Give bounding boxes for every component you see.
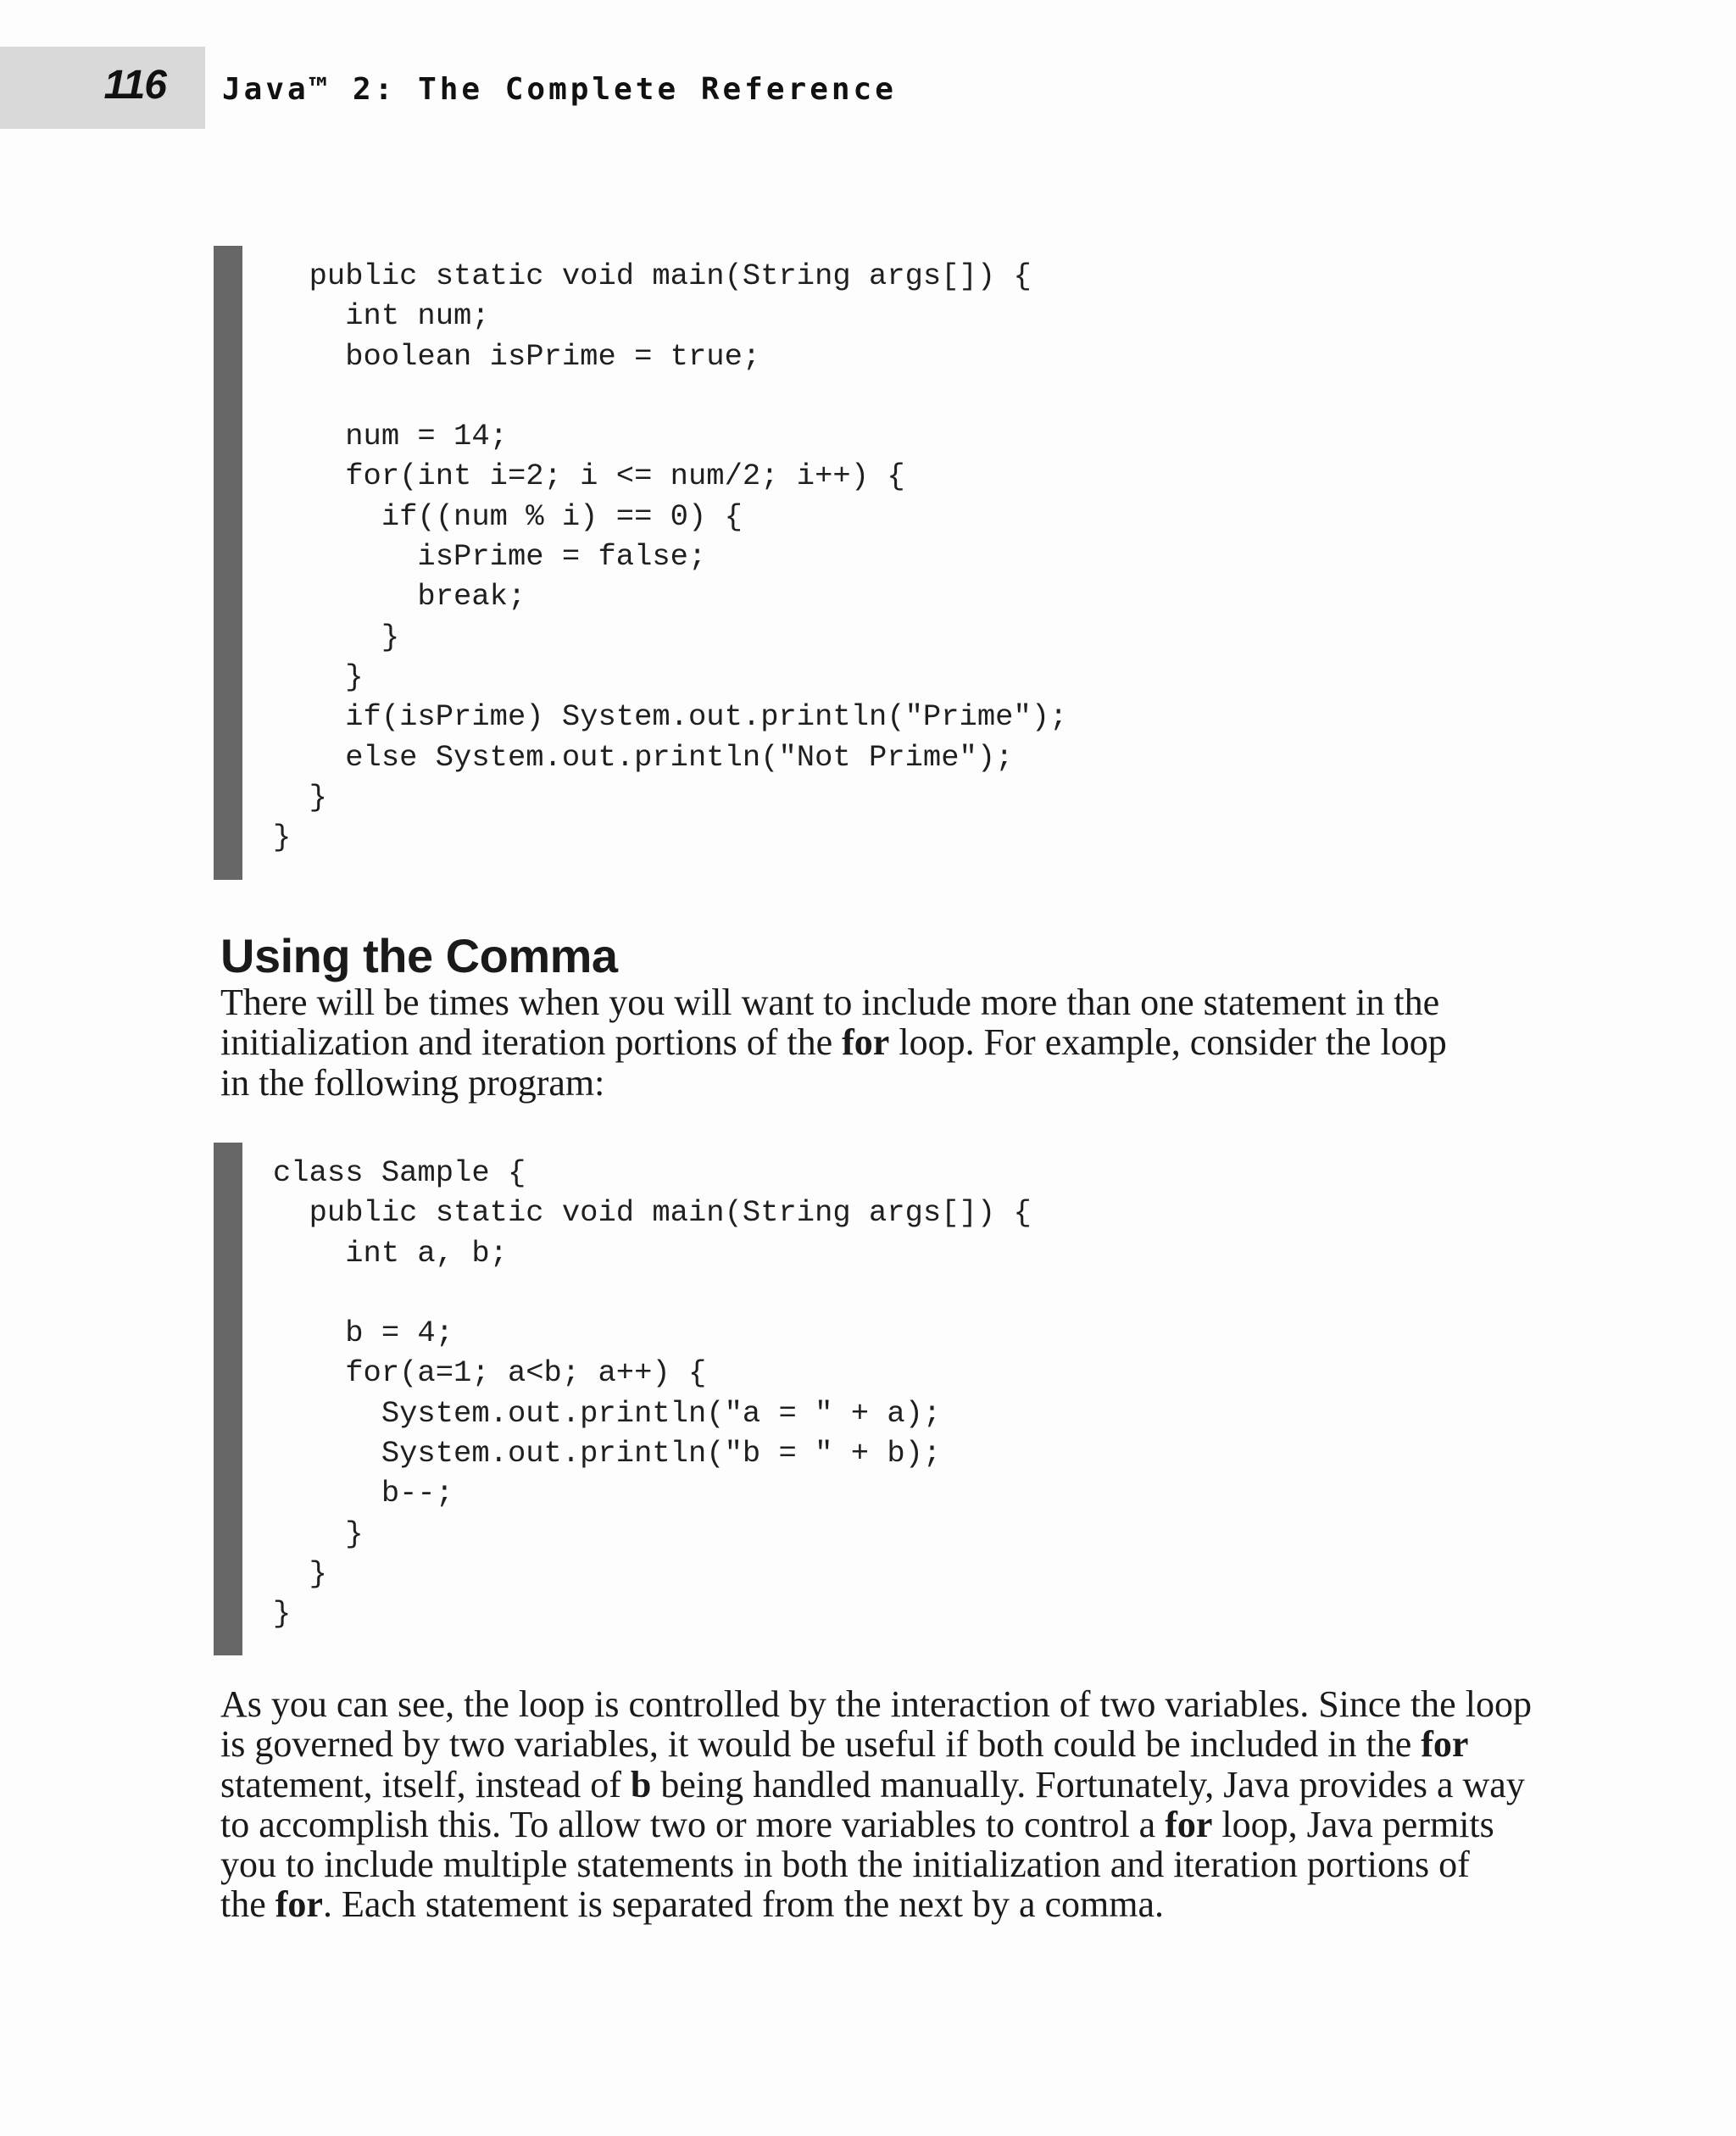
code-line: else System.out.println("Not Prime"); (273, 739, 1014, 775)
text-run: being handled manually. Fortunately, Java provides a way (651, 1763, 1525, 1805)
page-number: 116 (103, 63, 166, 108)
paragraph-line (220, 1844, 1532, 1884)
keyword-for: for (275, 1883, 323, 1926)
code-line: public static void main(String args[]) { (273, 259, 1032, 293)
text-run: is governed by two variables, it would be useful if both could be included in the (220, 1723, 1422, 1766)
code-block-bar (214, 1143, 242, 1655)
code-line: for(a=1; a<b; a++) { (273, 1355, 707, 1391)
paragraph-line (220, 1884, 1532, 1924)
code-line: b = 4; (273, 1316, 454, 1351)
code-block-bar (214, 246, 242, 880)
code-line: if(isPrime) System.out.println("Prime"); (273, 699, 1068, 735)
code-line: int a, b; (273, 1235, 508, 1271)
keyword-b: b (630, 1763, 652, 1805)
code-line: } (273, 1596, 292, 1632)
code-block-prime (214, 246, 1570, 880)
paragraph-line (220, 1022, 1447, 1062)
intro-paragraph (220, 982, 1447, 1103)
keyword-for: for (842, 1021, 890, 1064)
explanation-paragraph (220, 1684, 1532, 1925)
page-number-tab (0, 47, 205, 129)
text-run: in the following program: (220, 1061, 605, 1104)
code-line: isPrime = false; (273, 539, 707, 575)
text-run: loop, Java permits (1212, 1803, 1494, 1845)
code-line: System.out.println("b = " + b); (273, 1436, 942, 1471)
code-line: System.out.println("a = " + a); (273, 1395, 942, 1431)
code-line: break; (273, 579, 526, 615)
keyword-for: for (1421, 1723, 1469, 1766)
text-run: initialization and iteration portions of the (220, 1021, 843, 1064)
paragraph-line (220, 1724, 1532, 1764)
code-line: for(int i=2; i <= num/2; i++) { (273, 459, 905, 494)
code-line: } (273, 1516, 364, 1551)
paragraph-line (220, 1684, 1532, 1724)
code-line: boolean isPrime = true; (273, 338, 761, 374)
code-block-sample (214, 1143, 1570, 1655)
code-line: b--; (273, 1476, 454, 1511)
keyword-for: for (1165, 1803, 1213, 1845)
code-line: int num; (273, 298, 490, 334)
code-line: } (273, 820, 292, 855)
text-run: There will be times when you will want to include more than one statement in the (220, 982, 1440, 1023)
code-line: if((num % i) == 0) { (273, 498, 743, 534)
code-line: } (273, 659, 364, 694)
running-title: Java™ 2: The Complete Reference (222, 72, 897, 107)
page-header (0, 0, 1736, 129)
text-run: the (220, 1883, 275, 1926)
text-run: loop. For example, consider the loop (889, 1021, 1447, 1064)
code-listing (273, 256, 1067, 857)
code-line: class Sample { (273, 1155, 526, 1190)
section-heading: Using the Comma (220, 929, 618, 982)
paragraph-line (220, 1063, 1447, 1103)
code-line: } (273, 1555, 327, 1591)
text-run: you to include multiple statements in both the initialization and iteration portions of (220, 1844, 1470, 1886)
code-line: } (273, 779, 327, 815)
code-line: num = 14; (273, 419, 508, 454)
paragraph-line (220, 1805, 1532, 1844)
paragraph-line (220, 982, 1447, 1022)
code-line: } (273, 619, 400, 654)
paragraph-line (220, 1765, 1532, 1805)
text-run: to accomplish this. To allow two or more variables to control a (220, 1803, 1166, 1845)
code-listing (273, 1153, 1032, 1634)
text-run: As you can see, the loop is controlled by the interaction of two variables. Since the loop (220, 1683, 1532, 1725)
text-run: . Each statement is separated from the next by a comma. (322, 1883, 1165, 1926)
code-line: public static void main(String args[]) { (273, 1195, 1032, 1231)
text-run: statement, itself, instead of (220, 1763, 631, 1805)
